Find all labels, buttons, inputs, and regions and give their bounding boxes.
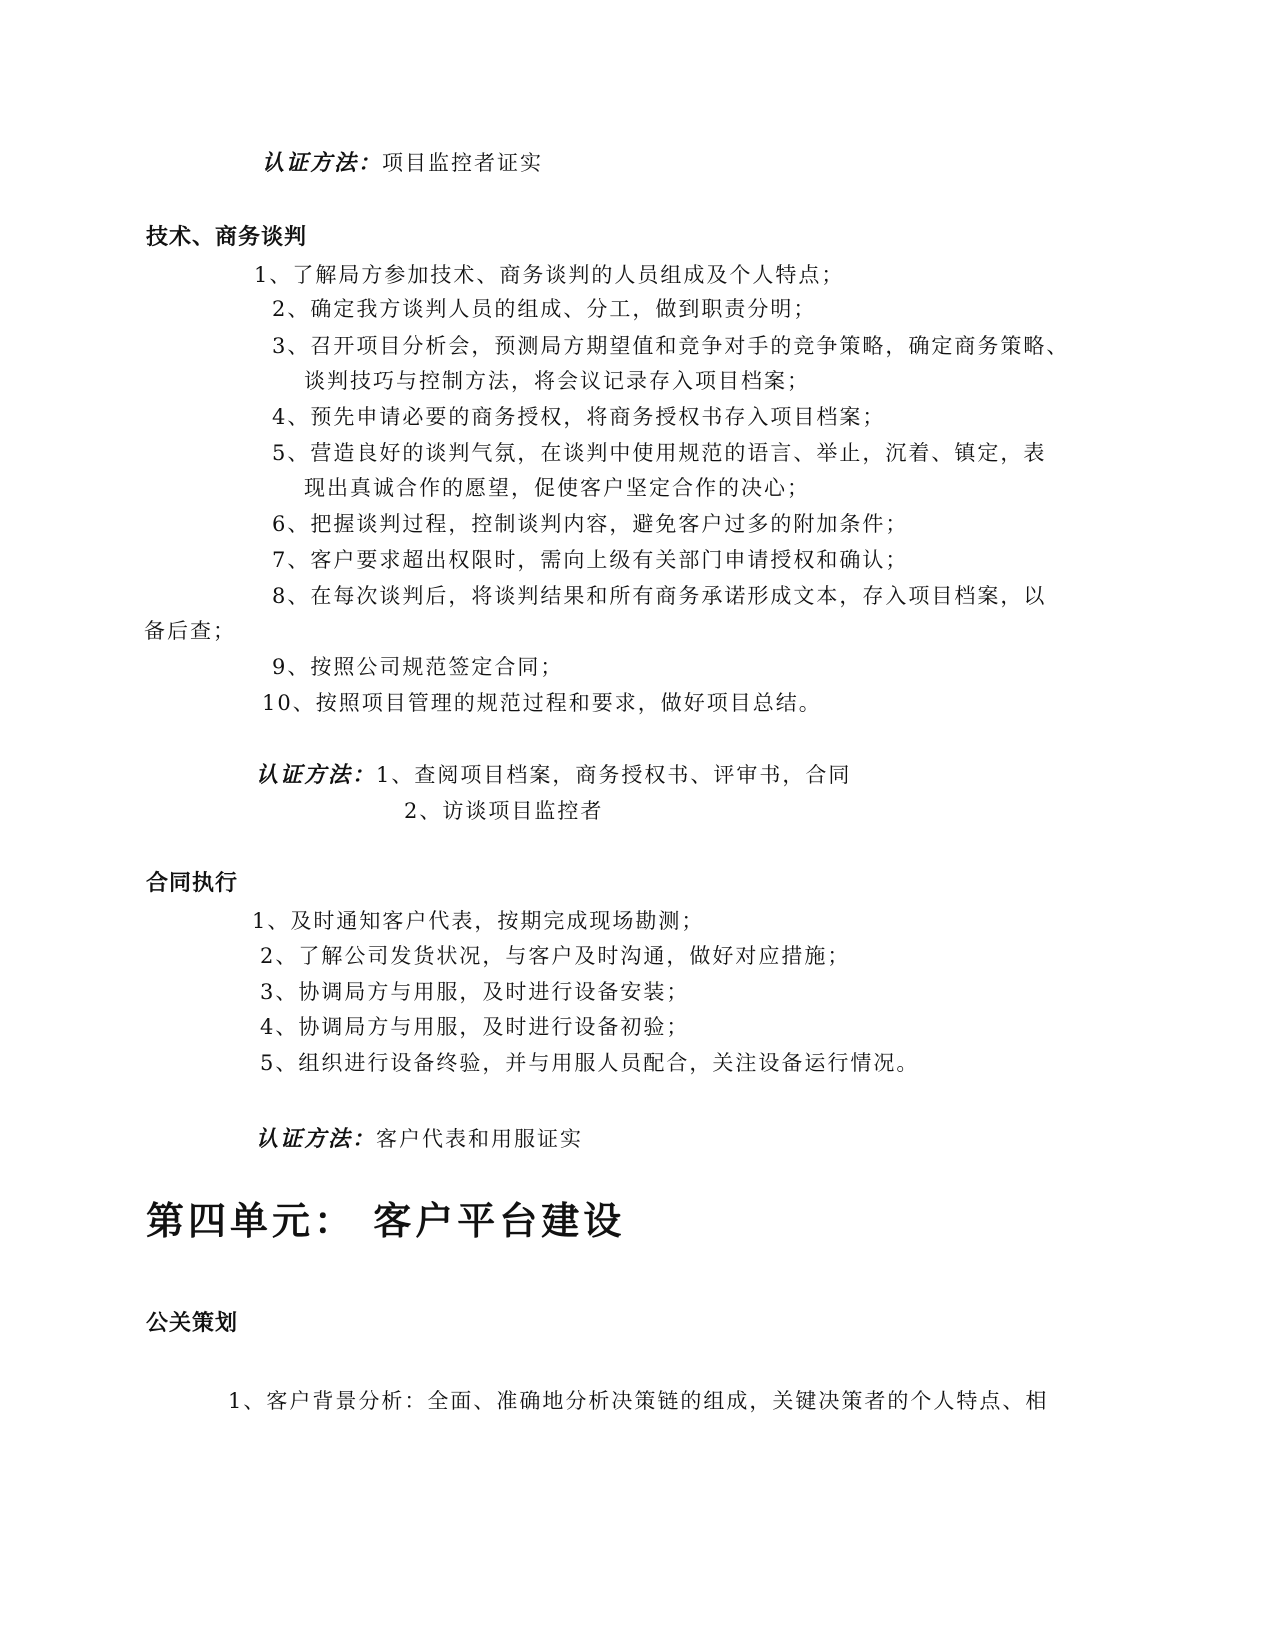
list-item: 1、客户背景分析：全面、准确地分析决策链的组成，关键决策者的个人特点、相 — [228, 1389, 1049, 1413]
list-item: 1、及时通知客户代表，按期完成现场勘测； — [252, 909, 705, 933]
list-item: 6、把握谈判过程，控制谈判内容，避免客户过多的附加条件； — [272, 512, 909, 536]
verify-line — [256, 1124, 583, 1154]
verify-label: 认证方法： — [256, 1126, 377, 1152]
list-item: 1、了解局方参加技术、商务谈判的人员组成及个人特点； — [254, 263, 845, 287]
list-item: 10、按照项目管理的规范过程和要求，做好项目总结。 — [262, 691, 822, 715]
list-item-continuation: 现出真诚合作的愿望，促使客户坚定合作的决心； — [304, 476, 810, 500]
list-item: 9、按照公司规范签定合同； — [272, 655, 564, 679]
verify-label: 认证方法： — [262, 150, 383, 176]
verify-label: 认证方法： — [256, 762, 377, 788]
verify-line — [256, 760, 851, 790]
list-item-continuation: 谈判技巧与控制方法，将会议记录存入项目档案； — [304, 369, 810, 393]
list-item: 4、预先申请必要的商务授权，将商务授权书存入项目档案； — [272, 405, 886, 429]
verify-text: 客户代表和用服证实 — [376, 1127, 584, 1151]
list-item: 4、协调局方与用服，及时进行设备初验； — [260, 1015, 690, 1039]
section-heading: 合同执行 — [146, 870, 239, 896]
verify-text: 项目监控者证实 — [382, 151, 544, 175]
list-item: 2、确定我方谈判人员的组成、分工，做到职责分明； — [272, 297, 817, 321]
section-heading: 公关策划 — [146, 1310, 239, 1336]
verify-text: 1、查阅项目档案，商务授权书、评审书，合同 — [376, 763, 852, 787]
list-item: 5、营造良好的谈判气氛，在谈判中使用规范的语言、举止，沉着、镇定，表 — [272, 441, 1047, 465]
list-item: 7、客户要求超出权限时，需向上级有关部门申请授权和确认； — [272, 548, 909, 572]
verify-line — [262, 148, 543, 178]
list-item: 3、召开项目分析会，预测局方期望值和竞争对手的竞争策略，确定商务策略、 — [272, 334, 1070, 358]
section-heading: 技术、商务谈判 — [146, 224, 308, 250]
list-item: 3、协调局方与用服，及时进行设备安装； — [260, 980, 690, 1004]
list-item: 2、了解公司发货状况，与客户及时沟通，做好对应措施； — [260, 944, 851, 968]
unit-title: 第四单元： 客户平台建设 — [146, 1198, 626, 1243]
list-item: 5、组织进行设备终验，并与用服人员配合，关注设备运行情况。 — [260, 1051, 920, 1075]
list-item-continuation: 备后查； — [144, 619, 236, 643]
list-item: 8、在每次谈判后，将谈判结果和所有商务承诺形成文本，存入项目档案，以 — [272, 584, 1047, 608]
verify-text: 2、访谈项目监控者 — [404, 799, 604, 823]
